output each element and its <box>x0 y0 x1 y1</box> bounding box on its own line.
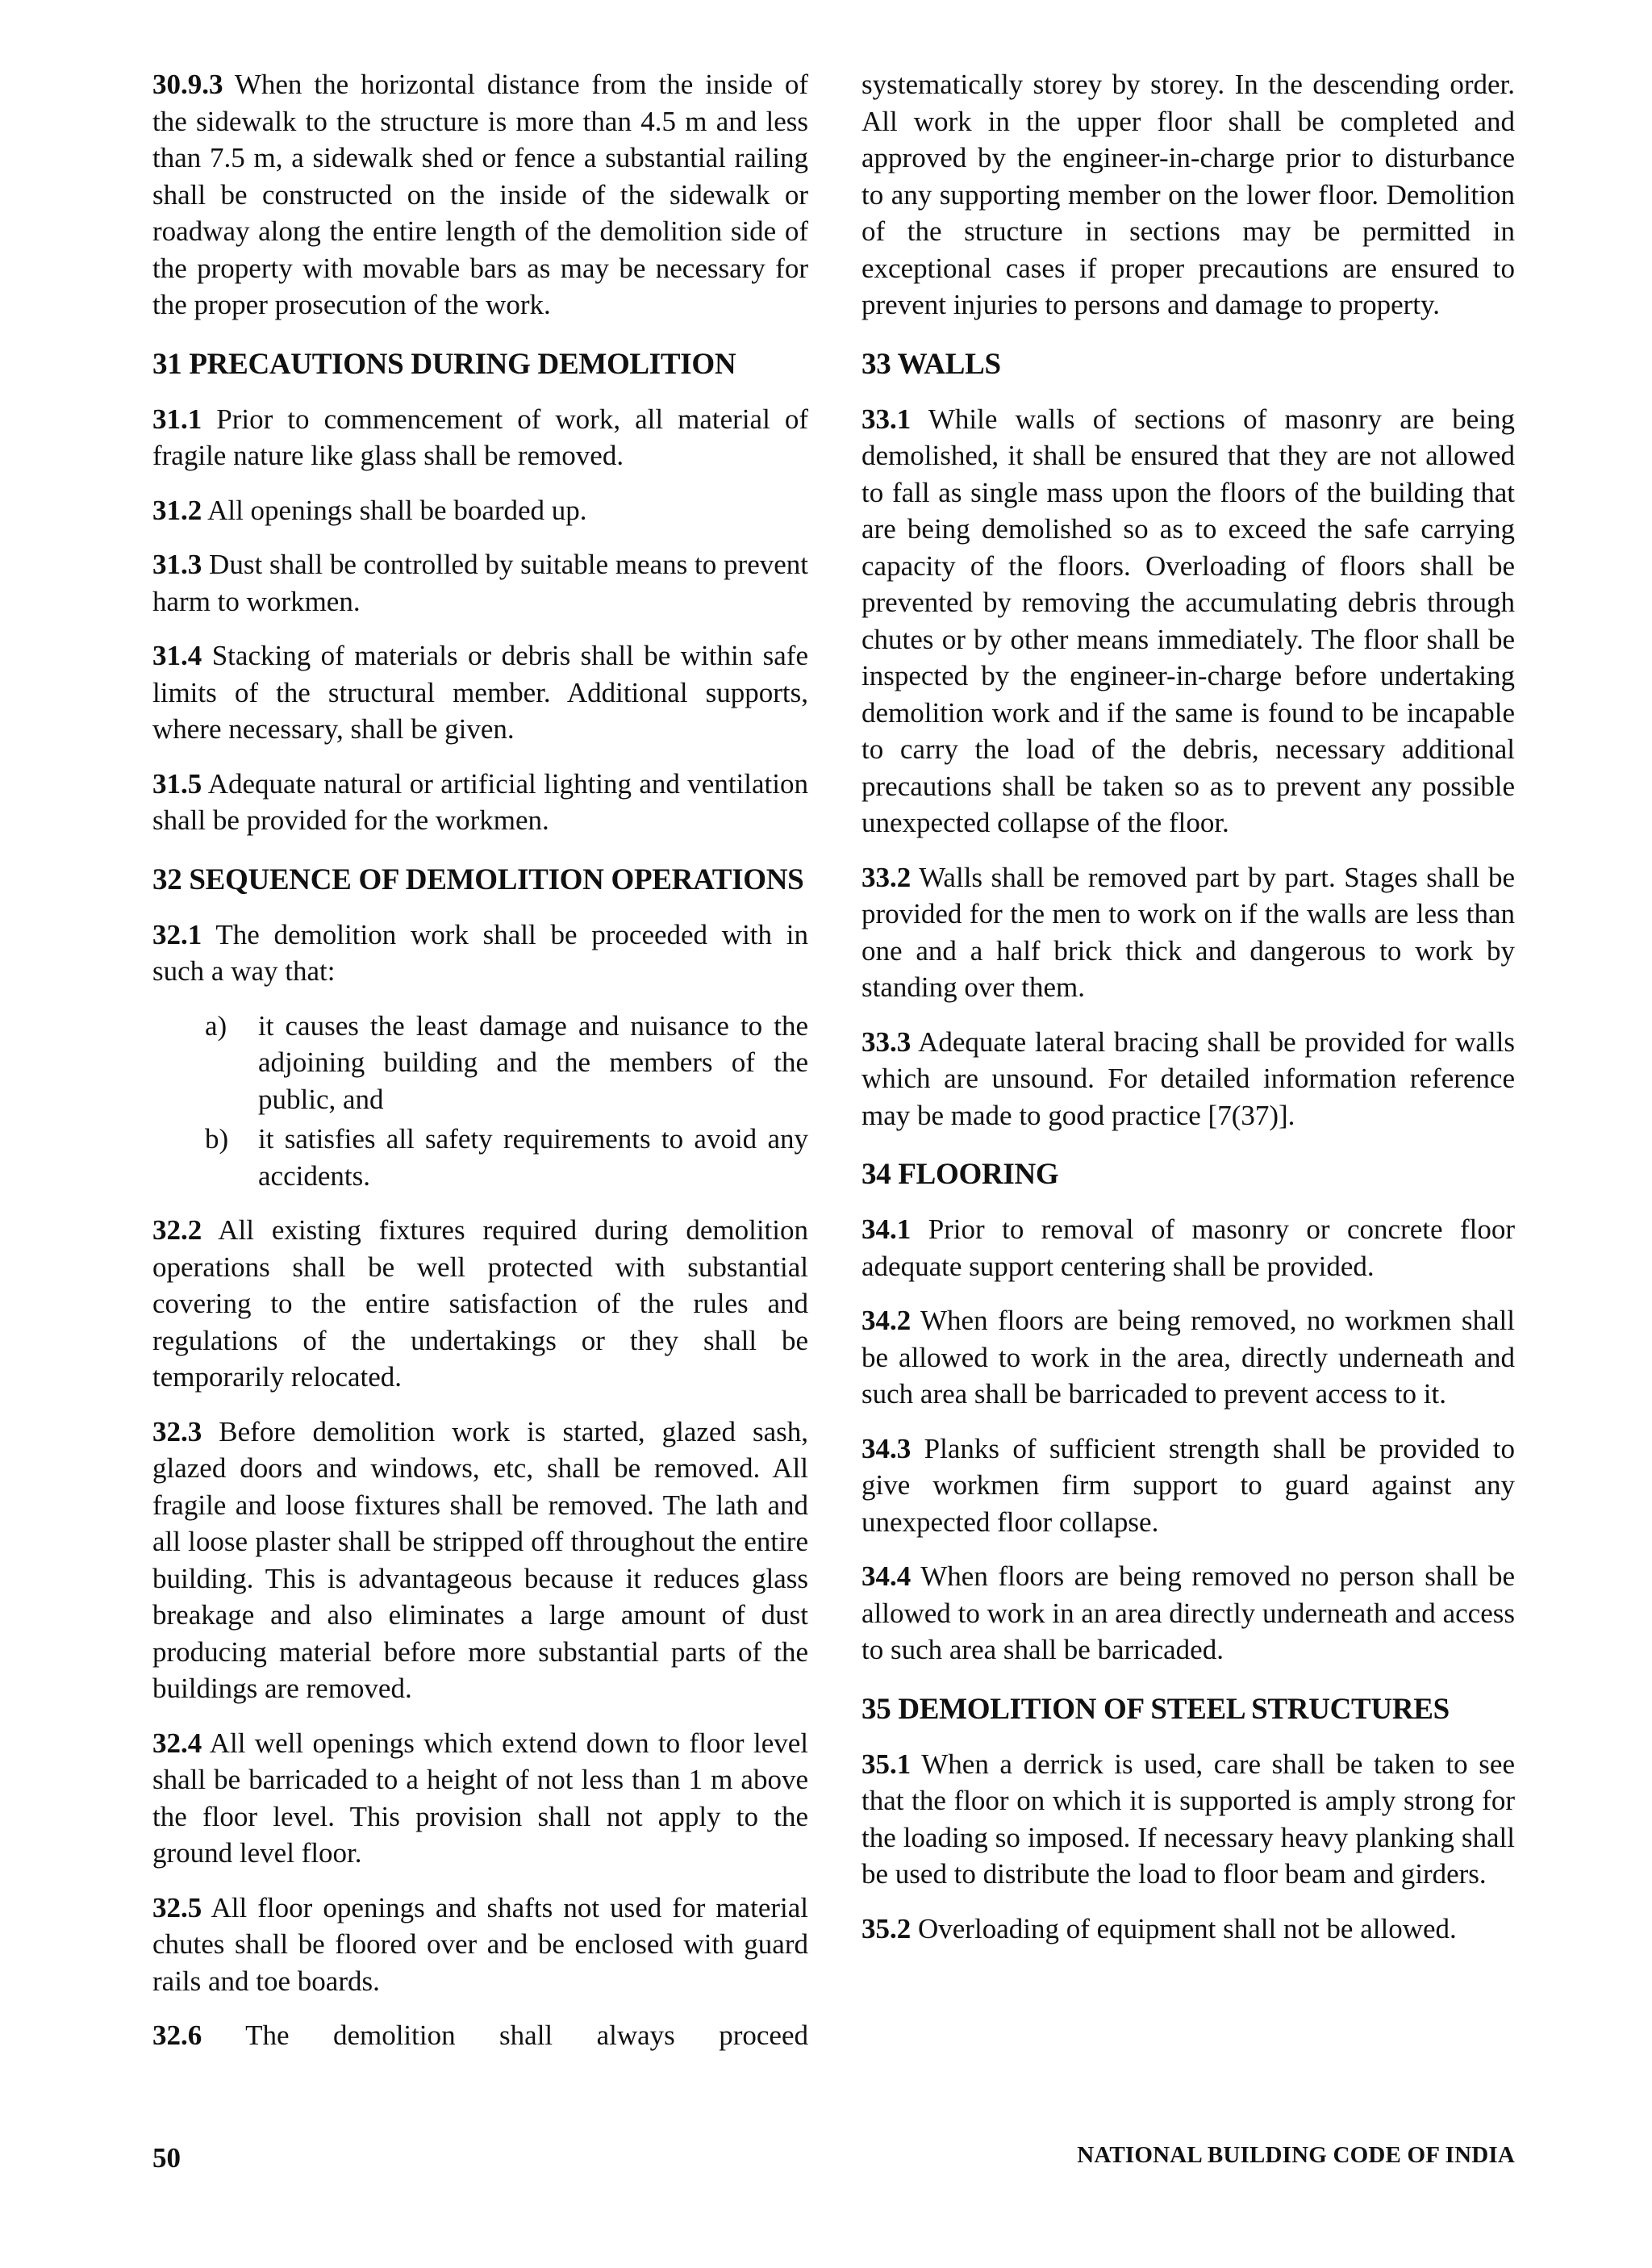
clause-31-3 <box>152 546 808 620</box>
section-heading-34: 34 FLOORING <box>861 1158 1059 1191</box>
list-item <box>152 1008 808 1118</box>
clause-text: The demolition work shall be proceeded with in such a way that: <box>152 918 808 987</box>
list-item-label: b) <box>205 1123 229 1155</box>
clause-34-3 <box>861 1431 1515 1541</box>
clause-text: Prior to commencement of work, all material of fragile nature like glass shall be removed. <box>152 403 808 471</box>
section-heading-32: 32 SEQUENCE OF DEMOLITION OPERATIONS <box>152 863 804 896</box>
clause-number: 34.3 <box>861 1432 912 1464</box>
clause-number: 35.2 <box>861 1912 912 1944</box>
clause-text: All well openings which extend down to floor level shall be barricaded to a height of not less than 1 m above the floor level. This provision shall not apply to the ground level floor. <box>152 1727 808 1869</box>
clause-34-4 <box>861 1558 1515 1669</box>
clause-number: 32.5 <box>152 1891 202 1923</box>
page-number: 50 <box>152 2142 181 2174</box>
clause-text: While walls of sections of masonry are being demolished, it shall be ensured that they are not allowed to fall as single mass upon the floors of the building that are being demolished so as to exceed the safe carrying capacity of the floors. Overloading of floors shall be prevented by removing the accumulating debris through chutes or by other means immediately. The floor shall be inspected by the engineer-in-charge before undertaking demolition work and if the same is found to be incapable to carry the load of the debris, necessary additional precautions shall be taken so as to prevent any possible unexpected collapse of the floor. <box>861 403 1515 838</box>
clause-text: Planks of sufficient strength shall be provided to give workmen firm support to guard against any unexpected floor collapse. <box>861 1432 1516 1538</box>
clause-31-4 <box>152 637 808 748</box>
clause-32-2 <box>152 1212 808 1396</box>
clause-text: Adequate lateral bracing shall be provided for walls which are unsound. For detailed information reference may be made to good practice [7(37)]. <box>861 1025 1515 1131</box>
clause-34-2 <box>861 1302 1515 1413</box>
clause-number: 31.5 <box>152 767 202 800</box>
clause-number: 33.3 <box>861 1025 912 1058</box>
clause-text: Before demolition work is started, glazed sash, glazed doors and windows, etc, shall be removed. All fragile and loose fixtures shall be removed. The lath and all loose plaster shall be stripped off throughout the entire building. This is advantageous because it reduces glass breakage and also eliminates a large amount of dust producing material before more substantial parts of the buildings are removed. <box>152 1415 808 1704</box>
left-column <box>152 66 808 2072</box>
clause-text: All floor openings and shafts not used for material chutes shall be floored over and be enclosed with guard rails and toe boards. <box>152 1891 808 1997</box>
clause-number: 34.1 <box>861 1213 912 1245</box>
clause-number: 35.1 <box>861 1748 912 1780</box>
clause-number: 32.6 <box>152 2019 202 2051</box>
clause-text: Walls shall be removed part by part. Stages shall be provided for the men to work on if the walls are less than one and a half brick thick and dangerous to work by standing over them. <box>861 861 1515 1003</box>
list-item-label: a) <box>205 1009 227 1042</box>
clause-32-1-list <box>152 1008 808 1195</box>
clause-number: 32.4 <box>152 1727 202 1759</box>
clause-35-2 <box>861 1911 1515 1948</box>
clause-text: All openings shall be boarded up. <box>207 494 587 526</box>
clause-text: The demolition shall always proceed <box>245 2019 809 2051</box>
clause-text: When floors are being removed no person shall be allowed to work in an area directly underneath and access to such area shall be barricaded. <box>861 1560 1515 1665</box>
clause-text: Stacking of materials or debris shall be within safe limits of the structural member. Additional supports, where necessary, shall be given. <box>152 640 808 745</box>
clause-number: 33.1 <box>861 403 912 435</box>
section-heading-31: 31 PRECAUTIONS DURING DEMOLITION <box>152 347 736 381</box>
clause-33-2 <box>861 859 1515 1006</box>
section-heading-35: 35 DEMOLITION OF STEEL STRUCTURES <box>861 1692 1450 1726</box>
clause-number: 34.2 <box>861 1305 912 1336</box>
clause-text: When floors are being removed, no workmen shall be allowed to work in the area, directly underneath and such area shall be barricaded to prevent access to it. <box>861 1305 1515 1410</box>
clause-30-9-3 <box>152 66 808 324</box>
list-item <box>152 1121 808 1194</box>
clause-32-4 <box>152 1725 808 1872</box>
clause-text: When the horizontal distance from the inside of the sidewalk to the structure is more than 4.5 m and less than 7.5 m, a sidewalk shed or fence a substantial railing shall be constructed on the inside of the sidewalk or roadway along the entire length of the demolition side of the property with movable bars as may be necessary for the proper prosecution of the work. <box>152 69 808 320</box>
clause-text: When a derrick is used, care shall be taken to see that the floor on which it is supported is amply strong for the loading so imposed. If necessary heavy planking shall be used to distribute the load to floor beam and girders. <box>861 1748 1515 1890</box>
clause-text: All existing fixtures required during demolition operations shall be well protected with substantial covering to the entire satisfaction of the rules and regulations of the undertakings or they shall be temporarily relocated. <box>152 1214 808 1393</box>
right-column <box>861 66 1515 1965</box>
clause-31-5 <box>152 766 808 839</box>
clause-text: Prior to removal of masonry or concrete floor adequate support centering shall be provided. <box>861 1213 1516 1282</box>
clause-number: 31.2 <box>152 494 202 526</box>
publication-title: NATIONAL BUILDING CODE OF INDIA <box>1077 2142 1515 2168</box>
clause-number: 32.1 <box>152 918 202 950</box>
section-heading-33: 33 WALLS <box>861 347 1001 381</box>
list-item-text: it satisfies all safety requirements to avoid any accidents. <box>258 1123 808 1192</box>
clause-number: 33.2 <box>861 861 912 893</box>
clause-32-6-continued: systematically storey by storey. In the descending order. All work in the upper floor shall be completed and approved by the engineer-in-charge prior to disturbance to any supporting member on the lower floor. Demolition of the structure in sections may be permitted in exceptional cases if proper precautions are ensured to prevent injuries to persons and damage to property. <box>861 69 1515 320</box>
clause-31-1 <box>152 401 808 474</box>
clause-number: 32.3 <box>152 1415 202 1447</box>
clause-33-3 <box>861 1024 1515 1134</box>
clause-text: Dust shall be controlled by suitable means to prevent harm to workmen. <box>152 549 808 617</box>
clause-number: 34.4 <box>861 1560 912 1592</box>
clause-number: 32.2 <box>152 1214 202 1246</box>
clause-33-1 <box>861 401 1515 842</box>
list-item-text: it causes the least damage and nuisance to the adjoining building and the members of the public, and <box>258 1009 808 1115</box>
clause-35-1 <box>861 1746 1515 1893</box>
clause-number: 31.4 <box>152 640 202 671</box>
clause-number: 31.3 <box>152 549 202 580</box>
clause-32-6 <box>152 2017 808 2054</box>
clause-text: Adequate natural or artificial lighting and ventilation shall be provided for the workmen. <box>152 767 808 836</box>
clause-34-1 <box>861 1211 1515 1284</box>
clause-32-5 <box>152 1890 808 2000</box>
clause-text: Overloading of equipment shall not be allowed. <box>918 1912 1457 1944</box>
clause-number: 30.9.3 <box>152 69 223 100</box>
clause-32-3 <box>152 1414 808 1707</box>
clause-31-2 <box>152 492 808 529</box>
clause-number: 31.1 <box>152 403 202 435</box>
clause-32-1 <box>152 917 808 990</box>
